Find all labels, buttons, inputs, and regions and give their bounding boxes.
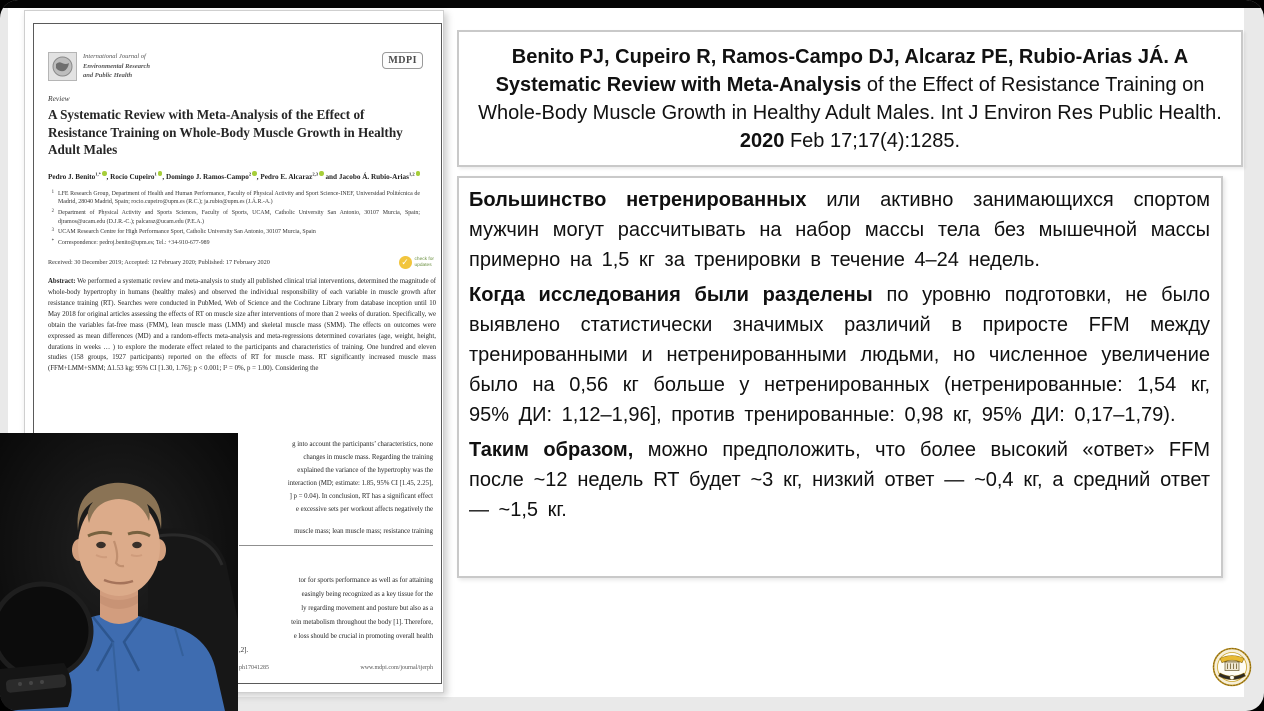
summary-box [457,176,1223,578]
abstract-fragment: g into account the participants’ characteristics, none [292,441,433,448]
citation-text: Benito PJ, Cupeiro R, Ramos-Campo DJ, Alcaraz PE, Rubio-Arias JÁ. A Systematic Review with Meta-Analysis of the Effect of Resistance Training on Whole-Body Muscle Growth in Healthy Adult Males. Int J Environ Res Public Health. 2020 Feb 17;17(4):1285. [478,45,1222,152]
citation-box [457,30,1243,167]
partially-covered-text [239,438,433,671]
presenter-figure [0,433,238,711]
journal-url: www.mdpi.com/journal/ijerph [360,665,433,671]
abstract-fragment: explained the variance of the hypertrophy was the [297,467,433,474]
abstract-fragment: interaction (MD; estimate: 1.85, 95% CI [1.45, 2.25], [287,480,433,487]
journal-name [83,52,150,80]
abstract-text: We performed a systematic review and meta-analysis to study all published clinical trial interventions, determined the magnitude of whole-body hypertrophy in humans (healthy males) and observed the individual responsibility of each variable in muscle growth after resistance training (RT). Searches were conducted in PubMed, Web of Science and the Cochrane Library from database inception until 10 May 2018 for original articles assessing the effects of RT on muscle size after interventions of more than 2 weeks of duration. Specifically, we obtain the variables fat-free mass (FMM), lean muscle mass (LMM) and skeletal muscle mass (SMM). The effects on outcomes were expressed as mean differences (MD) and a random-effects meta-analysis and meta-regressions determined covariates (age, weight, height, durations in weeks … ) to explore the moderate effect related to the participants and characteristics of training. One hundred and eleven studies (158 groups, 1927 participants) reported on the effects of RT for muscle mass. RT significantly increased muscle mass (FFM+LMM+SMM; Δ1.53 kg; 95% CI [1.30, 1.76]; p < 0.001; I² = 0%, p = 1.00). Considering the [48,278,436,373]
author: Pedro J. Benito$^{1,*}$ , [48,171,111,182]
abstract [48,277,436,375]
author: Pedro E. Alcaraz$^{2,3}$ and [260,171,339,182]
mdpi-logo: MDPI [382,52,423,69]
intro-fragment: ,2]. [239,647,249,654]
article-type-label: Review [48,94,70,103]
summary-paragraph-1: Большинство нетренированных или активно занимающихся спортом мужчин могут рассчитывать на набор массы тела без мышечной массы примерно на 1,5 кг за тренировки в течение 4–24 недель. [469,189,1211,271]
keywords-fragment: muscle mass; lean muscle mass; resistance training [294,528,433,535]
journal-name-line1: International Journal of [83,53,146,61]
journal-name-line3: and Public Health [83,72,133,80]
intro-fragment: ly regarding movement and posture but also as a [301,605,433,612]
author: Jacobo Á. Rubio-Arias$^{1,2}$ [339,173,420,181]
abstract-label: Abstract: [48,278,76,286]
intro-fragment: tein metabolism throughout the body [1]. Therefore, [291,619,433,626]
affiliation-row: 3 UCAM Research Centre for High Performance Sport, Catholic University San Antonio, 30107 Murcia, Spain [51,228,316,236]
orcid-icon [416,171,421,176]
author: Rocío Cupeiro$^1$ , [110,171,166,182]
abstract-fragment: changes in muscle mass. Regarding the training [303,454,433,461]
paper-title: A Systematic Review with Meta-Analysis of the Effect of Resistance Training on Whole-Body Muscle Growth in Healthy Adult Males [48,107,403,158]
doi-fragment: ph17041285 [239,665,269,671]
abstract-fragment: ] p = 0.04). In conclusion, RT has a significant effect [289,493,433,500]
journal-name-line2: Environmental Research [83,62,150,70]
check-for-updates-badge [399,256,434,269]
paper-authors [48,171,424,184]
intro-fragment: easingly being recognized as a key tissue for the [301,591,433,598]
affiliation-row: * Correspondence: pedroj.benito@upm.es; Tel.: +34-910-677-989 [51,238,210,246]
check-icon: ✓ [399,256,412,269]
video-top-edge [0,0,1264,8]
webcam-video [0,433,238,711]
abstract-fragment: e excessive sets per workout affects negatively the [295,506,433,513]
affiliations [48,190,420,247]
affiliation-row: 2 Department of Physical Activity and Sports Sciences, Faculty of Sports, UCAM, Catholic University San Antonio, 30107 Murcia, Spain; djramos@ucam.edu (D.J.R.-C.); palcaraz@ucam.edu (P.E.A.) [51,209,420,225]
summary-paragraph-3: Таким образом, можно предположить, что более высокий «ответ» FFM после ~12 недель RT будет ~3 кг, низкий ответ — ~0,4 кг, а средний ответ — ~1,5 кг. [469,439,1210,521]
affiliation-row: 1 LFE Research Group, Department of Health and Human Performance, Faculty of Physical Activity and Sport Science-INEF, Universidad Politécnica de Madrid, 28040 Madrid, Spain; rocio.cupeiro@upm.es (R.C.); ja.rubio@upm.es (J.Á.R.-A.) [51,189,420,206]
dates-row [48,256,434,269]
introduction-fragments [239,574,433,658]
paper-footer [239,665,433,671]
intro-fragment: tor for sports performance as well as for attaining [298,577,433,584]
channel-logo-seal [1212,647,1252,687]
journal-identity [48,52,150,81]
journal-globe-icon [48,52,77,81]
author: Domingo J. Ramos-Campo$^2$ , [166,171,261,182]
received-accepted-published: Received: 30 December 2019; Accepted: 12 February 2020; Published: 17 February 2020 [48,259,270,267]
summary-paragraph-2: Когда исследования были разделены по уровню подготовки, не было выявлено статистически значимых различий в приросте FFM между тренированными и нетренированными людьми, но численное увеличение было на 0,56 кг больше у нетренированных (нетренированные: 1,54 кг, 95% ДИ: 1,12–1,96], против тренированные: 0,98 кг, 95% ДИ: 0,17–1,79). [469,284,1210,426]
intro-fragment: e loss should be crucial in promoting overall health [293,633,433,640]
check-for-updates-label: check for updates [414,257,434,268]
journal-header [48,52,431,81]
section-divider [239,545,433,546]
